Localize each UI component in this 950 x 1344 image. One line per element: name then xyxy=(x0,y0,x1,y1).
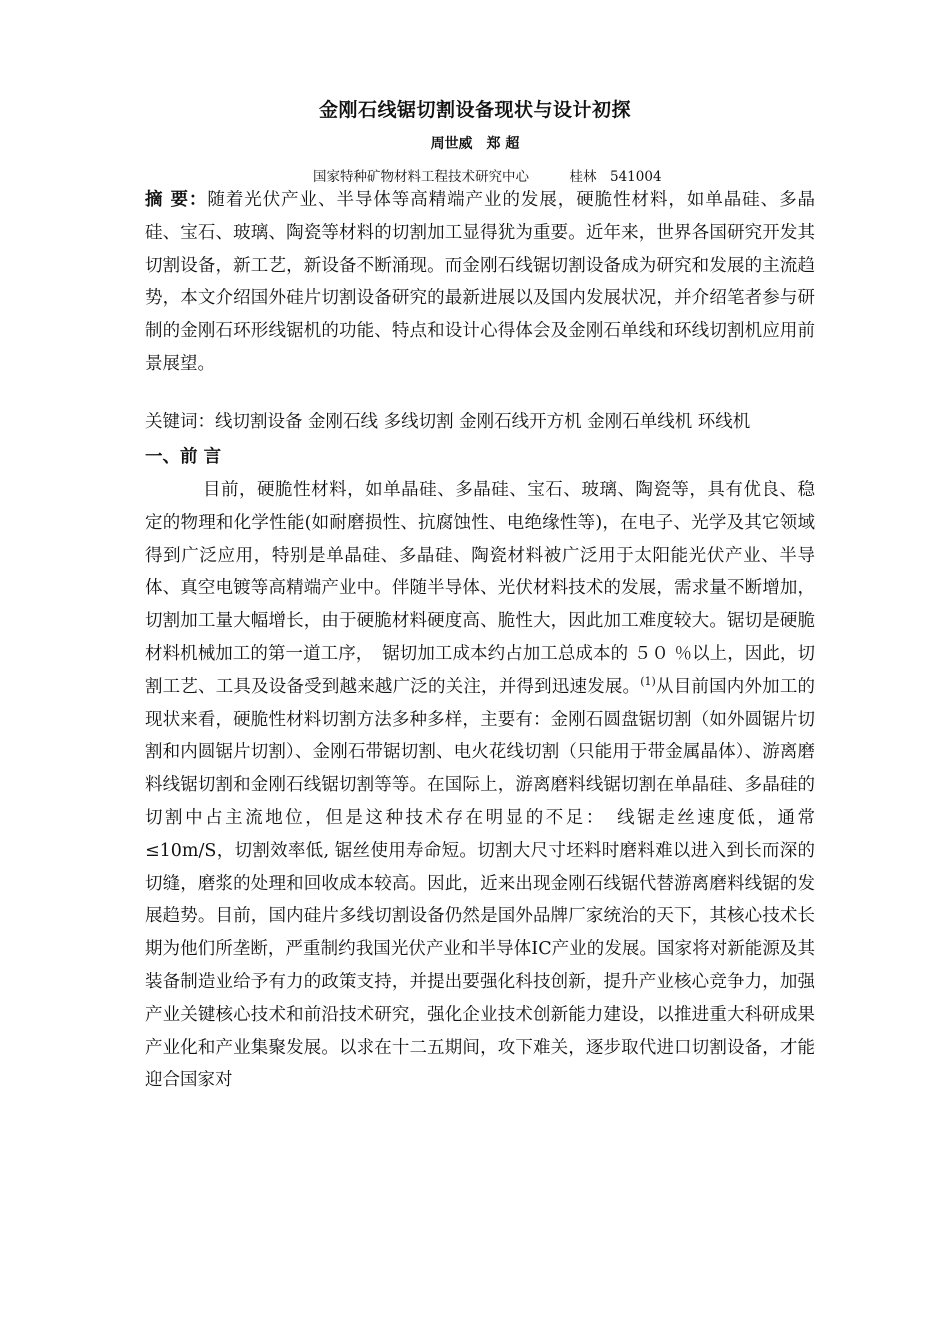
keywords-line: 关键词：线切割设备 金刚石线 多线切割 金刚石线开方机 金刚石单线机 环线机 xyxy=(145,412,751,432)
paper-title: 金刚石线锯切割设备现状与设计初探 xyxy=(318,99,631,121)
abstract-text: 随着光伏产业、半导体等高精端产业的发展，硬脆性材料，如单晶硅、多晶硅、宝石、玻璃、陶瓷等材料的切割加工显得犹为重要。近年来，世界各国研究开发其切割设备，新工艺，新设备不断涌现。而金刚石线锯切割设备成为研究和发展的主流趋势，本文介绍国外硅片切割设备研究的最新进展以及国内发展状况，并介绍笔者参与研制的金刚石环形线锯机的功能、特点和设计心得体会及金刚石单线和环线切割机应用前景展望。 xyxy=(145,190,816,374)
paper-affiliation: 国家特种矿物材料工程技术研究中心 桂林 541004 xyxy=(313,169,662,185)
abstract-paragraph xyxy=(145,184,815,381)
paper-authors: 周世威 郑 超 xyxy=(430,136,520,152)
introduction-paragraph xyxy=(145,474,815,1097)
abstract-label: 摘 要： xyxy=(145,190,208,210)
citation-marker: (1) xyxy=(640,674,656,688)
introduction-text-part1: 目前，硬脆性材料，如单晶硅、多晶硅、宝石、玻璃、陶瓷等，具有优良、稳定的物理和化学性能(如耐磨损性、抗腐蚀性、电绝缘性等)，在电子、光学及其它领域得到广泛应用，特别是单晶硅、多晶硅、陶瓷材料被广泛用于太阳能光伏产业、半导体、真空电镀等高精端产业中。伴随半导体、光伏材料技术的发展，需求量不断增加，切割加工量大幅增长，由于硬脆材料硬度高、脆性大，因此加工难度较大。锯切是硬脆材料机械加工的第一道工序， 锯切加工成本约占加工总成本的 ５０ ％以上，因此，切割工艺、工具及设备受到越来越广泛的关注，并得到迅速发展。 xyxy=(145,480,815,697)
introduction-text-part2: 从目前国内外加工的现状来看，硬脆性材料切割方法多种多样，主要有：金刚石圆盘锯切割（如外圆锯片切割和内圆锯片切割）、金刚石带锯切割、电火花线切割（只能用于带金属晶体）、游离磨料线锯切割和金刚石线锯切割等等。在国际上，游离磨料线锯切割在单晶硅、多晶硅的切割中占主流地位，但是这种技术存在明显的不足： 线锯走丝速度低，通常≤10m/S，切割效率低, 锯丝使用寿命短。切割大尺寸坯料时磨料难以进入到长而深的切缝，磨浆的处理和回收成本较高。因此，近来出现金刚石线锯代替游离磨料线锯的发展趋势。目前，国内硅片多线切割设备仍然是国外品牌厂家统治的天下，其核心技术长期为他们所垄断，严重制约我国光伏产业和半导体IC产业的发展。国家将对新能源及其装备制造业给予有力的政策支持，并提出要强化科技创新，提升产业核心竞争力，加强产业关键核心技术和前沿技术研究，强化企业技术创新能力建设，以推进重大科研成果产业化和产业集聚发展。以求在十二五期间，攻下难关，逐步取代进口切割设备，才能迎合国家对 xyxy=(145,676,816,1091)
section-heading-introduction: 一、前 言 xyxy=(145,447,222,467)
